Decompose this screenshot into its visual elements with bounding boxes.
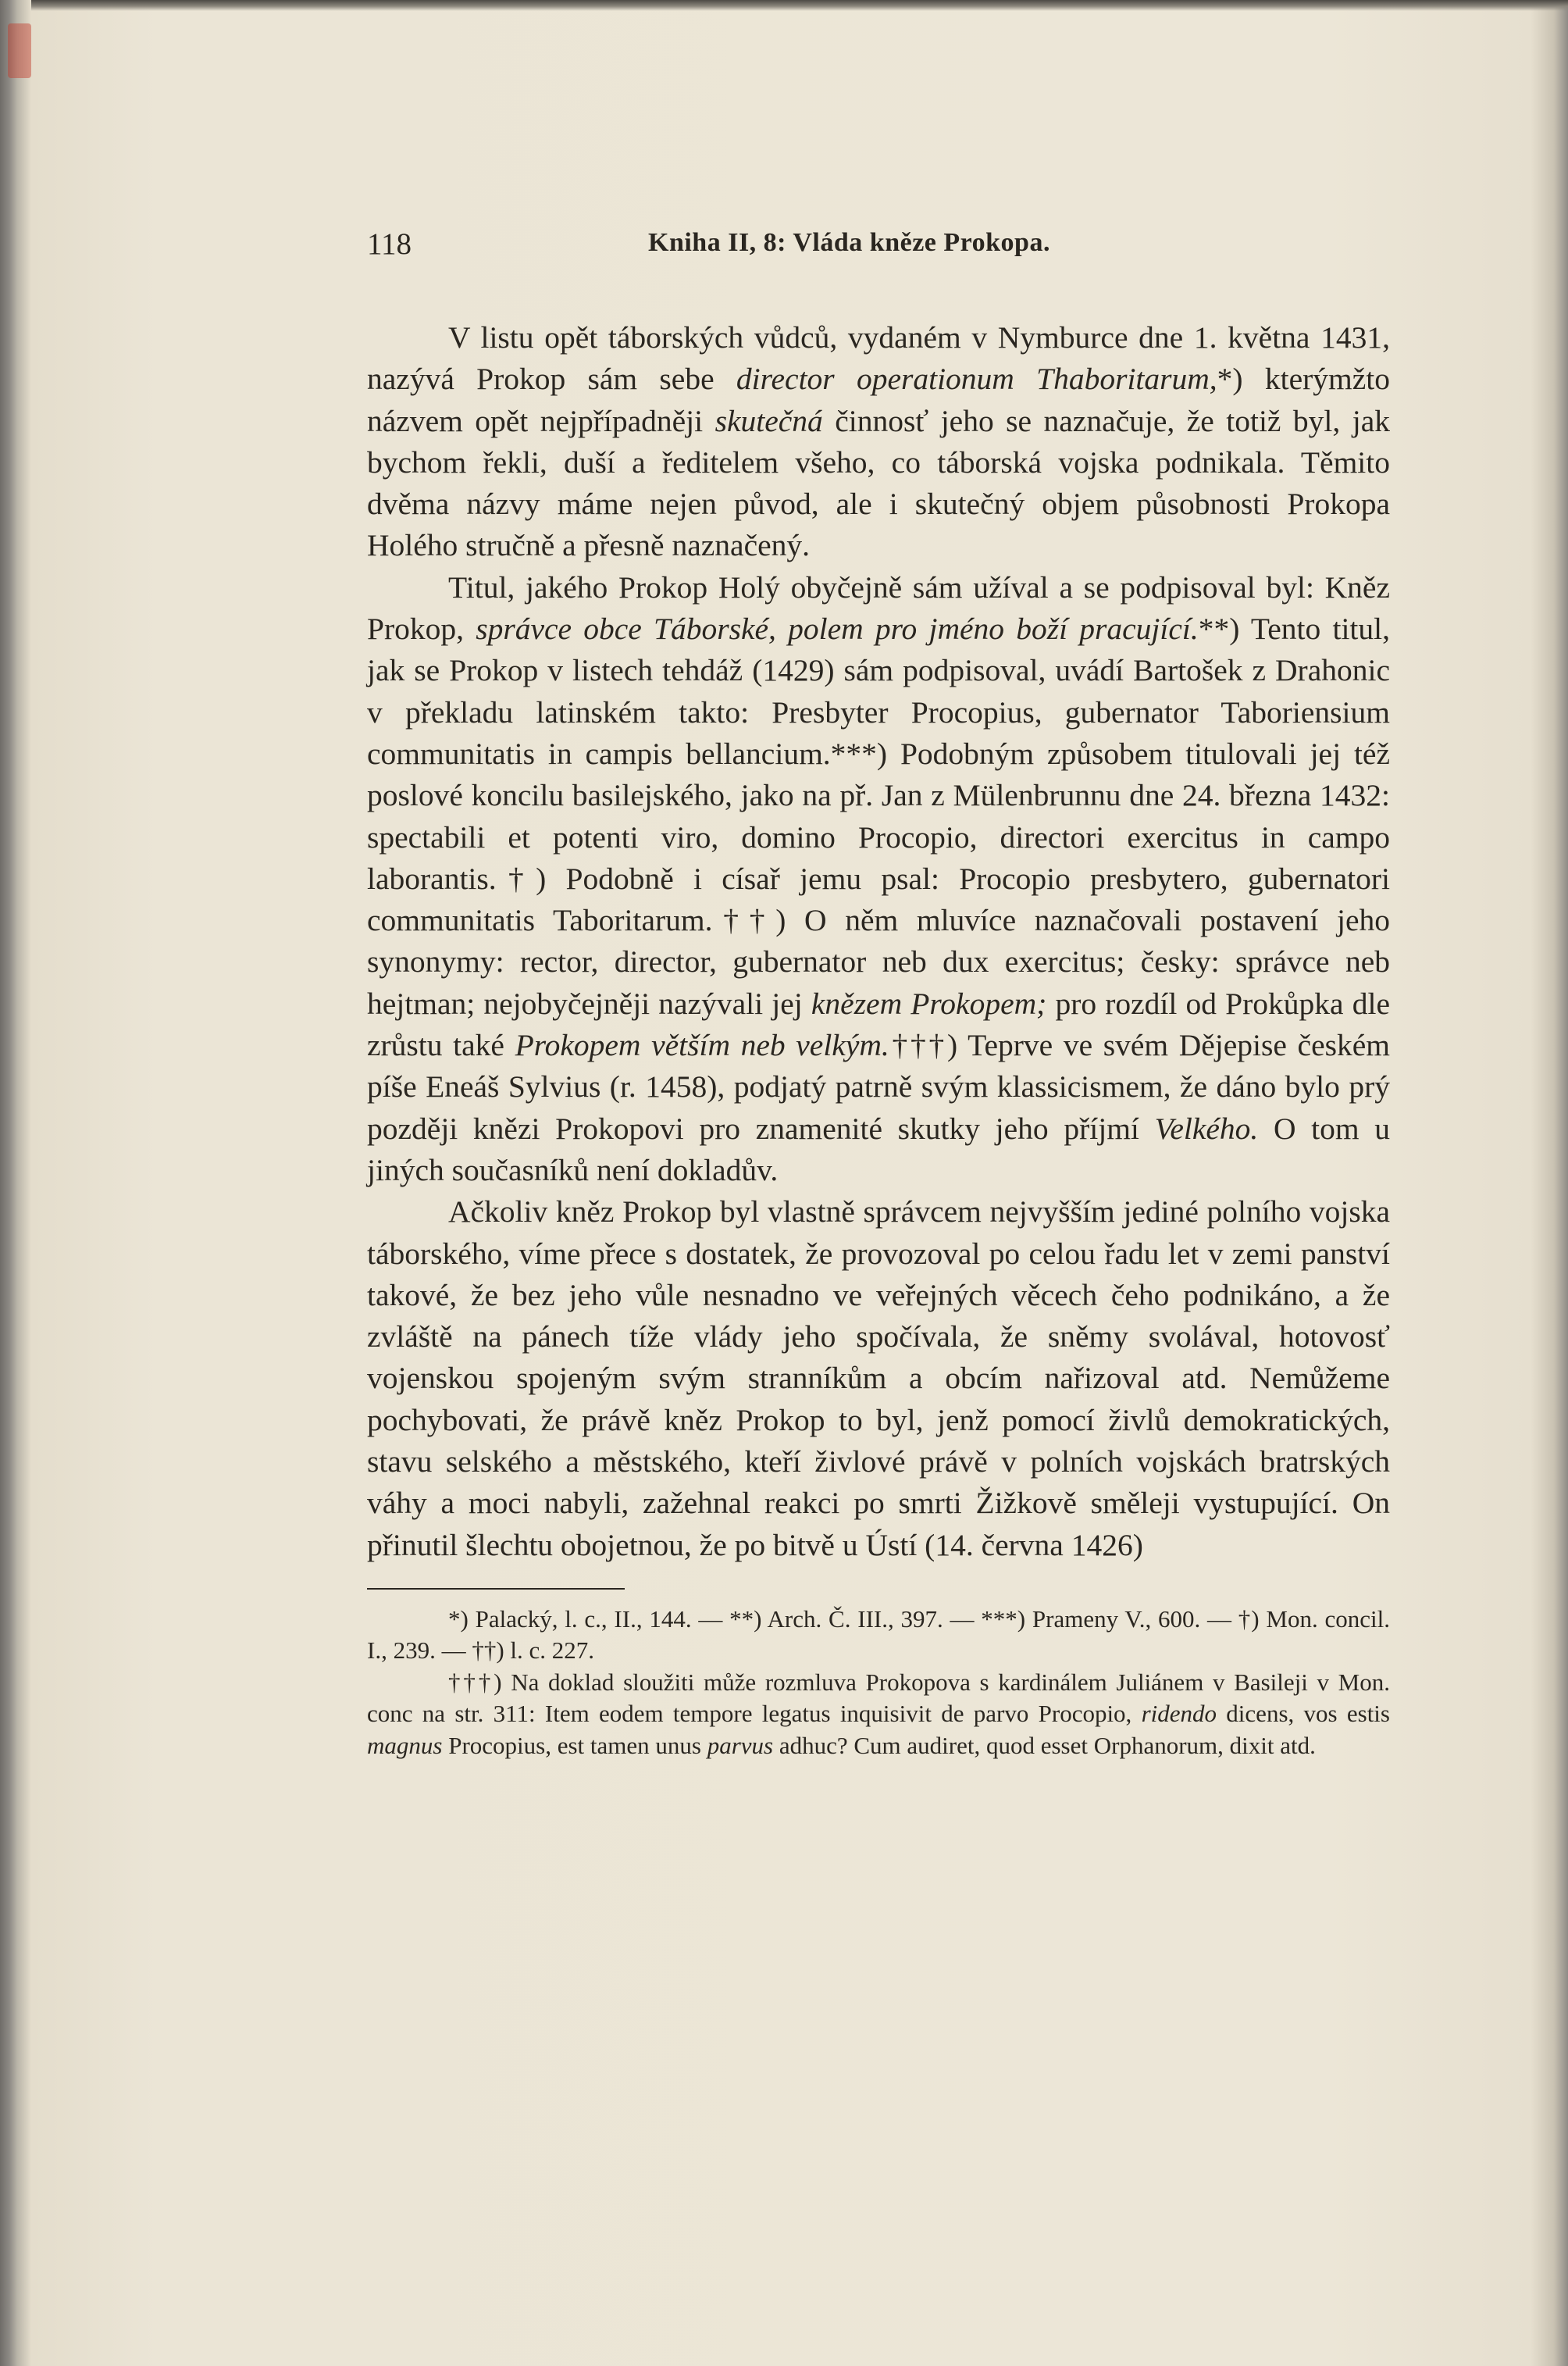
book-page [367,227,1390,1761]
paragraph-1 [367,317,1390,567]
text-run: činnosť jeho se naznačuje, že totiž byl, jak bychom řekli, duší a ředitelem všeho, co táborská vojska podnikala. Těmito dvěma názvy máme nejen původ, ale i skutečný objem působnosti Prokopa Holého stručně a přesně naznačený. [367,403,1390,563]
italic-run: Velkého. [1154,1111,1259,1146]
footnotes [367,1604,1390,1762]
page-header [367,227,1390,273]
binding-mark [8,23,31,78]
text-run: V listu opět táborských vůdců, vydaném v Nymburce dne 1. května 1431, nazývá Prokop sám sebe [367,320,1390,397]
page-top-edge [31,0,1568,11]
text-run: †††) Teprve ve svém Dějepise českém píše Eneáš Sylvius (r. 1458), podjatý patrně svým klassicismem, že dáno bylo prý později knězi Prokopovi pro znamenité skutky jeho příjmí [367,1028,1390,1146]
text-run: adhuc? Cum audiret, quod esset Orphanorum, dixit atd. [773,1731,1316,1759]
italic-run: parvus [707,1731,774,1759]
text-run: Procopius, est tamen unus [442,1731,707,1759]
text-run: Ačkoliv kněz Prokop byl vlastně správcem nejvyšším jediné polního vojska táborského, víme přece s dostatek, že provozoval po celou řadu let v zemi panství takové, že bez jeho vůle nesnadno ve veřejných věcech čeho podnikáno, a že zvláště na pánech tíže vlády jeho spočívala, že sněmy svolával, hotovosť vojenskou spojeným svým stranníkům a obcím nařizoval atd. Nemůžeme pochybovati, že právě kněz Prokop to byl, jenž pomocí živlů demokratických, stavu selského a městského, kteří živlové právě v polních vojskách bratrských váhy a moci nabyli, zažehnal reakci po smrti Žižkově směleji vystupující. On přinutil šlechtu obojetnou, že po bitvě u Ústí (14. června 1426) [367,1194,1390,1562]
main-text [367,317,1390,1566]
italic-run: magnus [367,1731,443,1759]
italic-run: ridendo [1141,1700,1217,1728]
text-run: **) Tento titul, jak se Prokop v listech tehdáž (1429) sám podpisoval, uvádí Bartošek z Drahonic v překladu latinském takto: Presbyter Procopius, gubernator Taboriensium communitatis in campis bellancium.***) Podobným způsobem titulovali jej též poslové koncilu basilejského, jako na př. Jan z Mülenbrunnu dne 24. března 1432: spectabili et potenti viro, domino Procopio, directori exercitus in campo laborantis.†) Podobně i císař jemu psal: Procopio presbytero, gubernatori communitatis Taboritarum.††) O něm mluvíce naznačovali postavení jeho synonymy: rector, director, gubernator neb dux exercitus; česky: správce neb hejtman; nejobyčejněji nazývali jej [367,612,1390,1021]
page-number: 118 [367,227,412,261]
italic-run: Prokopem větším neb velkým. [515,1028,889,1063]
paragraph-2 [367,567,1390,1191]
paragraph-3 [367,1191,1390,1566]
footnote-divider [367,1588,625,1590]
text-run: Titul, jakého Prokop Holý obyčejně sám užíval a se podpisoval byl: Kněz Prokop, [367,569,1390,647]
italic-run: správce obce Táborské, polem pro jméno boží pracující. [476,612,1199,647]
footnote-1: *) Palacký, l. c., II., 144. — **) Arch. Č. III., 397. — ***) Prameny V., 600. — †) Mon. concil. I., 239. — ††) l. c. 227. [367,1604,1390,1665]
running-head: Kniha II, 8: Vláda kněze Prokopa. [648,228,1050,257]
italic-run: director operationum Thaboritarum, [736,362,1217,397]
text-run: †††) Na doklad sloužiti může rozmluva Prokopova s kardinálem Juliánem v Basileji v Mon. conc na str. 311: Item eodem tempore legatus inquisivit de parvo Procopio, [367,1668,1390,1728]
text-run: O tom u jiných současníků není dokladův. [367,1111,1390,1187]
text-run: *) kterýmžto názvem opět nejpřípadněji [367,362,1390,438]
text-run: pro rozdíl od Prokůpka dle zrůstu také [367,986,1390,1063]
italic-run: skutečná [715,403,823,438]
footnote-2 [367,1667,1390,1762]
italic-run: knězem Prokopem; [811,986,1047,1021]
text-run: dicens, vos estis [1217,1700,1390,1728]
